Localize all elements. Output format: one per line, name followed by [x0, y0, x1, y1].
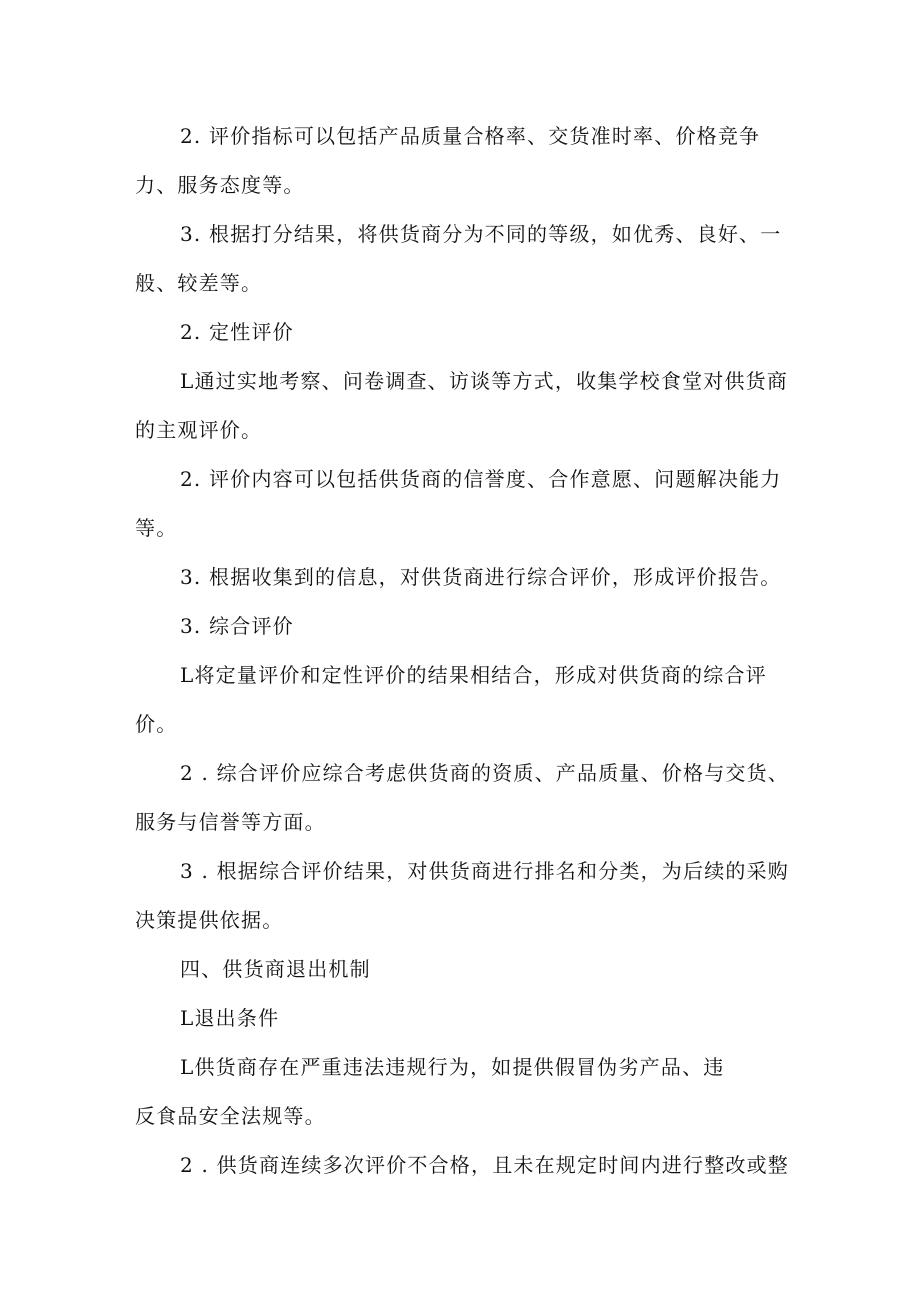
paragraph-9: 2 . 综合评价应综合考虑供货商的资质、产品质量、价格与交货、服务与信誉等方面。	[135, 761, 789, 834]
paragraph-6: 3. 根据收集到的信息，对供货商进行综合评价，形成评价报告。	[180, 565, 782, 589]
paragraph-12: L退出条件	[180, 1006, 280, 1030]
paragraph-8: L将定量评价和定性评价的结果相结合，形成对供货商的综合评价。	[135, 663, 767, 736]
paragraph-13: L供货商存在严重违法违规行为，如提供假冒伪劣产品、违 反食品安全法规等。	[135, 1055, 725, 1128]
paragraph-5: 2. 评价内容可以包括供货商的信誉度、合作意愿、问题解决能力等。	[135, 467, 782, 540]
paragraph-11: 四、供货商退出机制	[180, 957, 371, 981]
paragraph-1: 2. 评价指标可以包括产品质量合格率、交货准时率、价格竞争力、服务态度等。	[135, 124, 761, 197]
paragraph-3: 2. 定性评价	[180, 320, 294, 344]
paragraph-10: 3 . 根据综合评价结果，对供货商进行排名和分类，为后续的采购决策提供依据。	[135, 859, 789, 932]
document-body	[0, 112, 920, 1190]
paragraph-4: L通过实地考察、问卷调查、访谈等方式，收集学校食堂对供货商的主观评价。	[135, 369, 789, 442]
paragraph-2: 3. 根据打分结果，将供货商分为不同的等级，如优秀、良好、一般、较差等。	[135, 222, 782, 295]
paragraph-7: 3. 综合评价	[180, 614, 294, 638]
paragraph-14: 2 . 供货商连续多次评价不合格，且未在规定时间内进行整改或整	[180, 1153, 789, 1177]
